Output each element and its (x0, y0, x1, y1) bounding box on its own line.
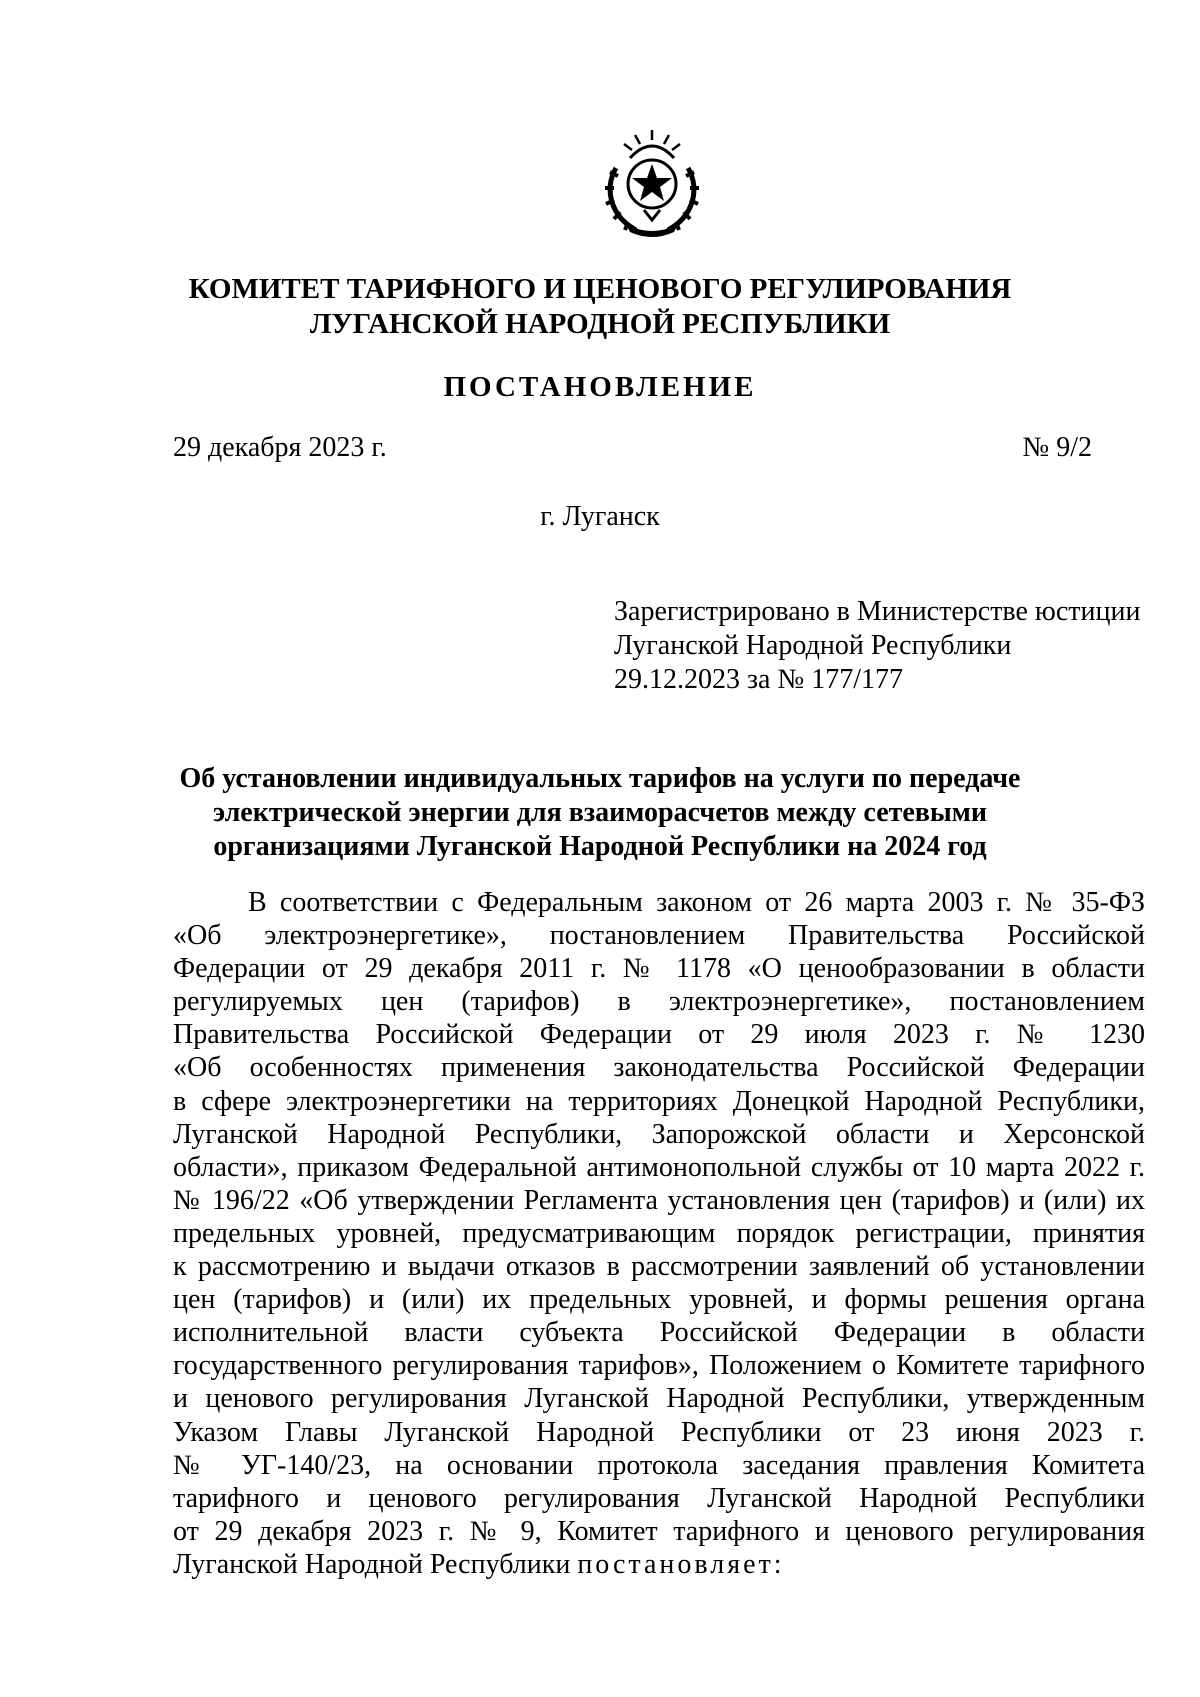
body-line-last (173, 1548, 1145, 1581)
body-line: и ценового регулирования Луганской Народной Республики, утвержденным (173, 1383, 1145, 1415)
subject-line2: электрической энергии для взаиморасчетов между сетевыми (213, 797, 987, 828)
body-line: регулируемых цен (тарифов) в электроэнергетике», постановлением (173, 986, 1145, 1018)
body-line: № УГ-140/23, на основании протокола заседания правления Комитета (173, 1449, 1145, 1481)
body-last-prefix: Луганской Народной Республики (173, 1548, 578, 1580)
body-line: «Об особенностях применения законодательства Российской Федерации (173, 1052, 1145, 1084)
registration-block (614, 595, 1140, 697)
body-line: Луганской Народной Республики, Запорожской области и Херсонской (173, 1118, 1145, 1150)
body-line: «Об электроэнергетике», постановлением Правительства Российской (173, 920, 1145, 952)
document-date: 29 декабря 2023 г. (173, 432, 387, 463)
body-line: Федерации от 29 декабря 2011 г. № 1178 «О ценообразовании в области (173, 953, 1145, 985)
body-line: предельных уровней, предусматривающим порядок регистрации, принятия (173, 1217, 1145, 1249)
body-line: исполнительной власти субъекта Российской Федерации в области (173, 1317, 1145, 1349)
body-line: Указом Главы Луганской Народной Республики от 23 июня 2023 г. (173, 1416, 1145, 1448)
subject-line1: Об установлении индивидуальных тарифов на услуги по передаче (179, 763, 1021, 794)
body-line: № 196/22 «Об утверждении Регламента установления цен (тарифов) и (или) их (173, 1184, 1145, 1216)
body-last-verb: постановляет: (577, 1548, 785, 1580)
body-line: в сфере электроэнергетики на территориях Донецкой Народной Республики, (173, 1085, 1145, 1117)
body-line: области», приказом Федеральной антимонопольной службы от 10 марта 2022 г. (173, 1151, 1145, 1183)
document-type: ПОСТАНОВЛЕНИЕ (443, 371, 757, 403)
document-city: г. Луганск (540, 501, 660, 532)
body-line: от 29 декабря 2023 г. № 9, Комитет тарифного и ценового регулирования (173, 1515, 1145, 1547)
registration-line2: Луганской Народной Республики (614, 630, 1012, 661)
document-number: № 9/2 (1022, 432, 1092, 463)
registration-line3: 29.12.2023 за № 177/177 (614, 664, 903, 695)
registration-line1: Зарегистрировано в Министерстве юстиции (614, 596, 1141, 627)
org-title-line2: ЛУГАНСКОЙ НАРОДНОЙ РЕСПУБЛИКИ (309, 308, 891, 340)
body-line: Правительства Российской Федерации от 29 июля 2023 г. № 1230 (173, 1019, 1145, 1051)
body-line: тарифного и ценового регулирования Луганской Народной Республики (173, 1482, 1145, 1514)
body-line: государственного регулирования тарифов», Положением о Комитете тарифного (173, 1350, 1145, 1382)
coat-of-arms-icon (596, 128, 708, 240)
body-line: цен (тарифов) и (или) их предельных уровней, и формы решения органа (173, 1284, 1145, 1316)
body-paragraph (173, 886, 1145, 1581)
document-subject (0, 762, 1200, 864)
subject-line3: организациями Луганской Народной Республики на 2024 год (213, 831, 987, 862)
body-line: В соответствии с Федеральным законом от 26 марта 2003 г. № 35-ФЗ (248, 887, 1145, 918)
org-title-line1: КОМИТЕТ ТАРИФНОГО И ЦЕНОВОГО РЕГУЛИРОВАНИЯ (188, 273, 1012, 305)
body-line: к рассмотрению и выдачи отказов в рассмотрении заявлений об установлении (173, 1251, 1145, 1283)
